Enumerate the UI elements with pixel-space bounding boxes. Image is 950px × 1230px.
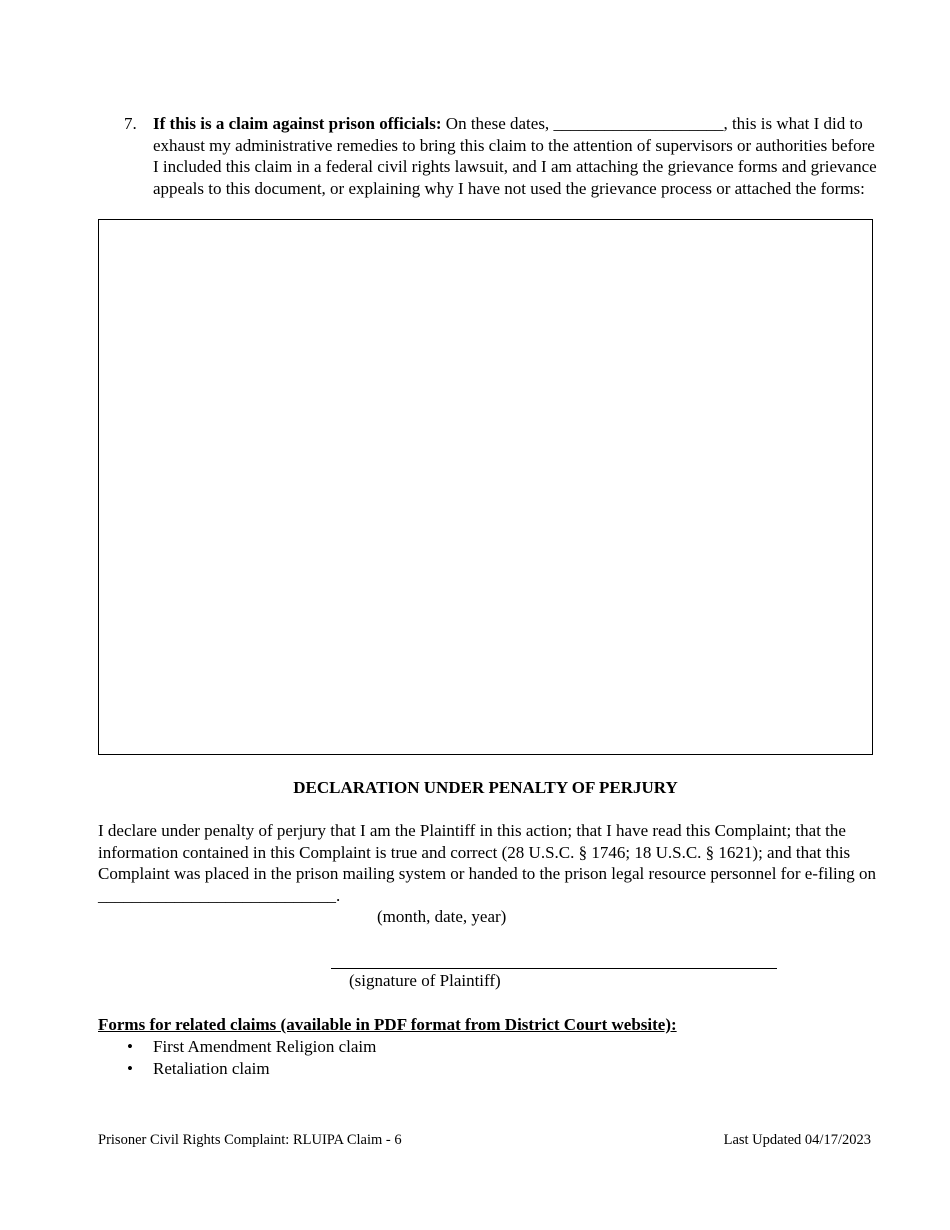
related-form-label: Retaliation claim bbox=[153, 1059, 270, 1078]
footer-last-updated: Last Updated 04/17/2023 bbox=[723, 1132, 871, 1148]
declaration-body bbox=[98, 820, 878, 906]
signature-line[interactable] bbox=[331, 968, 777, 969]
declaration-heading: DECLARATION UNDER PENALTY OF PERJURY bbox=[293, 778, 678, 797]
related-forms-heading: Forms for related claims (available in PDF format from District Court website): bbox=[98, 1015, 677, 1034]
item-number: 7. bbox=[124, 114, 137, 133]
item-7-text-before-blank: On these dates, bbox=[441, 114, 554, 133]
declaration-end-period: . bbox=[336, 885, 341, 905]
related-form-label: First Amendment Religion claim bbox=[153, 1037, 377, 1056]
exhaustion-answer-box[interactable] bbox=[98, 219, 873, 755]
signature-caption: (signature of Plaintiff) bbox=[349, 971, 501, 990]
list-item bbox=[98, 1058, 376, 1080]
related-forms-list bbox=[98, 1036, 376, 1080]
filing-date-blank[interactable]: ____________________________ bbox=[98, 885, 336, 905]
footer-form-title: Prisoner Civil Rights Complaint: RLUIPA Claim - 6 bbox=[98, 1132, 402, 1148]
declaration-text: I declare under penalty of perjury that I am the Plaintiff in this action; that I have read this Complaint; that the information contained in this Complaint is true and correct (28 U.S.C. § 1746; 18 U.S.C. § 1621); and that this Complaint was placed in the prison mailing system or handed to the prison legal resource personnel for e-filing on bbox=[98, 821, 877, 883]
item-7-text-after-blank: , this is what I did to exhaust my administrative remedies to bring this claim to the attention of supervisors or authorities before I included this claim in a federal civil rights lawsuit, and I am attaching the grievance forms and grievance appeals to this document, or explaining why I have not used the grievance process or attached the forms: bbox=[153, 114, 877, 198]
date-caption: (month, date, year) bbox=[377, 907, 507, 926]
bullet-icon: • bbox=[127, 1059, 133, 1078]
bullet-icon: • bbox=[127, 1037, 133, 1056]
dates-blank[interactable]: ____________________ bbox=[553, 114, 724, 133]
item-7-text bbox=[153, 113, 881, 199]
list-item bbox=[98, 1036, 376, 1058]
item-7-lead: If this is a claim against prison officials: bbox=[153, 114, 442, 133]
